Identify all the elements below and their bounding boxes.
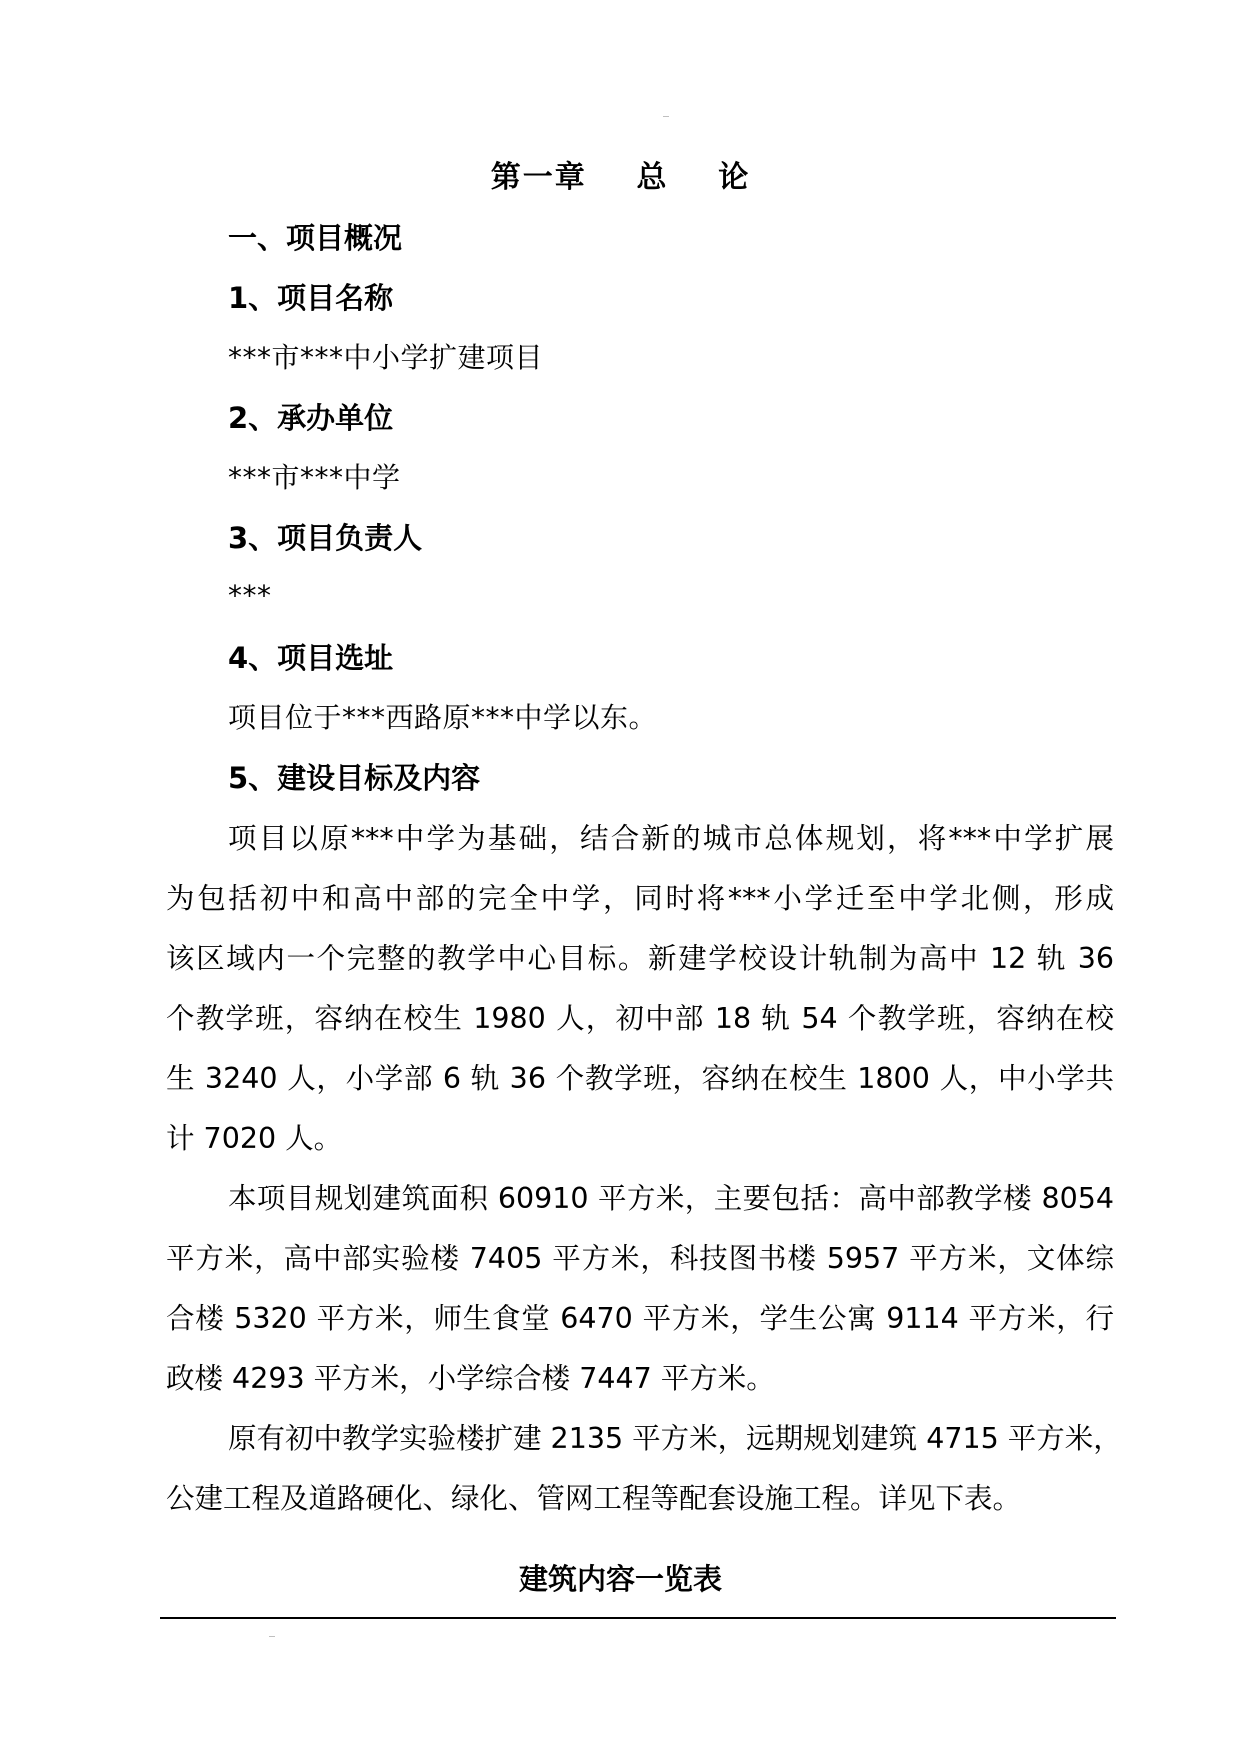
item-heading-4: 4、项目选址 — [228, 641, 394, 675]
paragraph1-line: 为包括初中和高中部的完全中学，同时将***小学迁至中学北侧，形成 — [166, 882, 1114, 915]
paragraph3-line: 公建工程及道路硬化、绿化、管网工程等配套设施工程。详见下表。 — [166, 1482, 1022, 1515]
paragraph2-line: 合楼 5320 平方米，师生食堂 6470 平方米，学生公寓 9114 平方米，行 — [166, 1302, 1114, 1335]
item-value-4: 项目位于***西路原***中学以东。 — [228, 701, 658, 734]
paragraph2-line: 政楼 4293 平方米，小学综合楼 7447 平方米。 — [166, 1362, 775, 1395]
item-heading-2: 2、承办单位 — [228, 401, 394, 435]
page-mark-bottom — [269, 1636, 275, 1637]
page-mark-top — [663, 116, 669, 117]
item-value-2: ***市***中学 — [228, 461, 401, 494]
item-value-1: ***市***中小学扩建项目 — [228, 341, 544, 374]
item-heading-1: 1、项目名称 — [228, 281, 394, 315]
paragraph1-line: 计 7020 人。 — [166, 1122, 343, 1155]
table-title: 建筑内容一览表 — [518, 1562, 722, 1596]
section-heading: 一、项目概况 — [228, 221, 403, 255]
paragraph2-line: 平方米，高中部实验楼 7405 平方米，科技图书楼 5957 平方米，文体综 — [166, 1242, 1114, 1275]
paragraph2-line: 本项目规划建筑面积 60910 平方米，主要包括：高中部教学楼 8054 — [228, 1182, 1114, 1215]
paragraph1-line: 生 3240 人，小学部 6 轨 36 个教学班，容纳在校生 1800 人，中小学共 — [166, 1062, 1114, 1095]
item-heading-3: 3、项目负责人 — [228, 521, 423, 555]
paragraph1-line: 该区域内一个完整的教学中心目标。新建学校设计轨制为高中 12 轨 36 — [166, 942, 1114, 975]
paragraph1-line: 项目以原***中学为基础，结合新的城市总体规划，将***中学扩展 — [228, 822, 1114, 855]
paragraph1-line: 个教学班，容纳在校生 1980 人，初中部 18 轨 54 个教学班，容纳在校 — [166, 1002, 1114, 1035]
page-bottom-rule — [160, 1617, 1116, 1619]
item-heading-5: 5、建设目标及内容 — [228, 761, 481, 795]
chapter-title: 第一章 总 论 — [490, 160, 751, 195]
paragraph3-line: 原有初中教学实验楼扩建 2135 平方米，远期规划建筑 4715 平方米， — [228, 1422, 1122, 1455]
item-value-3: *** — [228, 579, 272, 612]
